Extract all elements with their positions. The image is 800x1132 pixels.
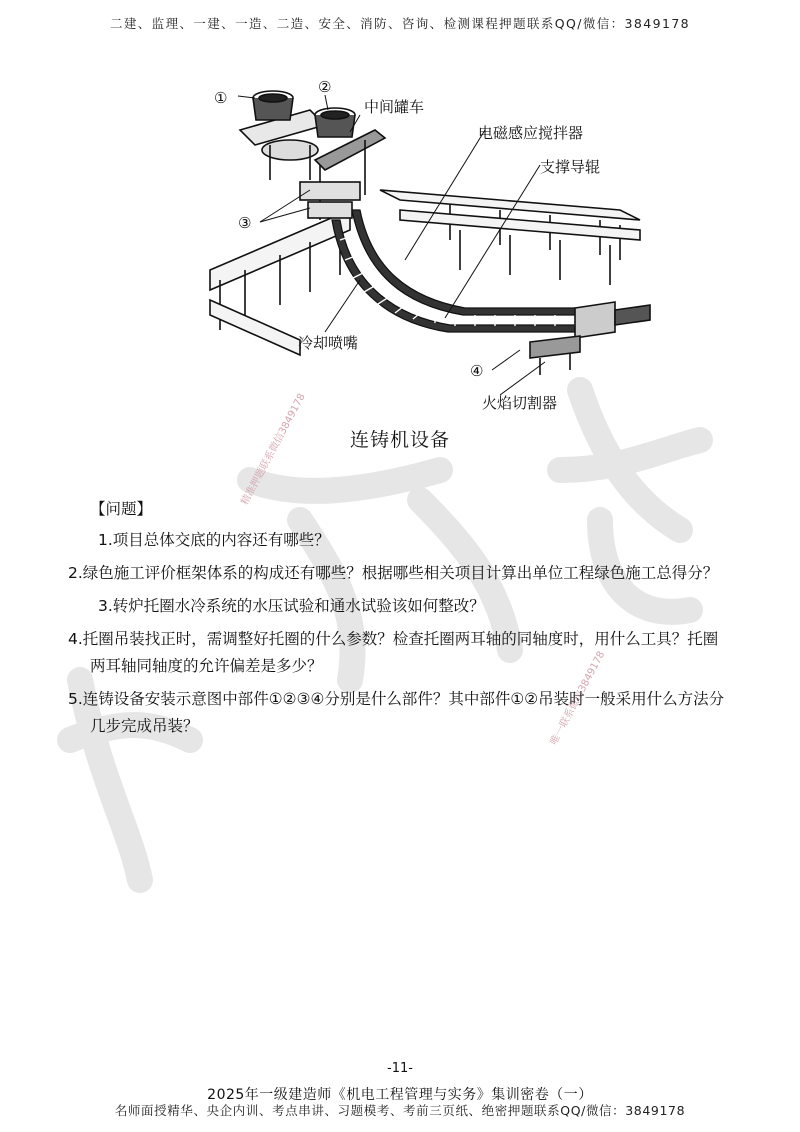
support-roll-label: 支撑导辊 xyxy=(540,158,601,176)
watermark-text-1: 精准押题联系微信3849178 xyxy=(239,391,308,508)
question-3: 3.转炉托圈水冷系统的水压试验和通水试验该如何整改？ xyxy=(98,597,485,615)
flame-cutter-label: 火焰切割器 xyxy=(482,394,558,412)
question-section xyxy=(68,496,730,746)
question-2: 2.绿色施工评价框架体系的构成还有哪些？根据哪些相关项目计算出单位工程绿色施工总得分？ xyxy=(68,564,719,582)
caster-illustration xyxy=(200,70,660,430)
tundish-car-label: 中间罐车 xyxy=(364,98,425,116)
page-number: -11- xyxy=(387,1061,413,1076)
question-5: 5.连铸设备安装示意图中部件①②③④分别是什么部件？其中部件①②吊装时一般采用什么方法分几步完成吊装？ xyxy=(68,690,725,735)
page-header: 二建、监理、一建、一造、二造、安全、消防、咨询、检测课程押题联系QQ/微信：3849178 xyxy=(109,16,691,31)
continuous-caster-diagram xyxy=(200,70,660,430)
em-stirrer-label: 电磁感应搅拌器 xyxy=(478,124,584,142)
part-3-label: ③ xyxy=(238,214,252,232)
part-4-label: ④ xyxy=(470,362,484,380)
cooling-nozzle-label: 冷却喷嘴 xyxy=(298,334,359,352)
question-4: 4.托圈吊装找正时，需调整好托圈的什么参数？检查托圈两耳轴的同轴度时，用什么工具？托圈两耳轴同轴度的允许偏差是多少？ xyxy=(68,630,719,675)
question-1: 1.项目总体交底的内容还有哪些？ xyxy=(98,531,330,549)
footer-title: 2025年一级建造师《机电工程管理与实务》集训密卷（一） xyxy=(207,1087,593,1103)
watermark-text-2: 唯一联系微信3849178 xyxy=(548,649,608,748)
figure-caption: 连铸机设备 xyxy=(349,429,450,451)
footer-ad-line: 名师面授精华、央企内训、考点串讲、习题模考、考前三页纸、绝密押题联系QQ/微信：3849178 xyxy=(114,1103,686,1118)
part-2-label: ② xyxy=(318,78,332,96)
part-1-label: ① xyxy=(214,89,228,107)
questions-heading: 【问题】 xyxy=(90,500,153,518)
